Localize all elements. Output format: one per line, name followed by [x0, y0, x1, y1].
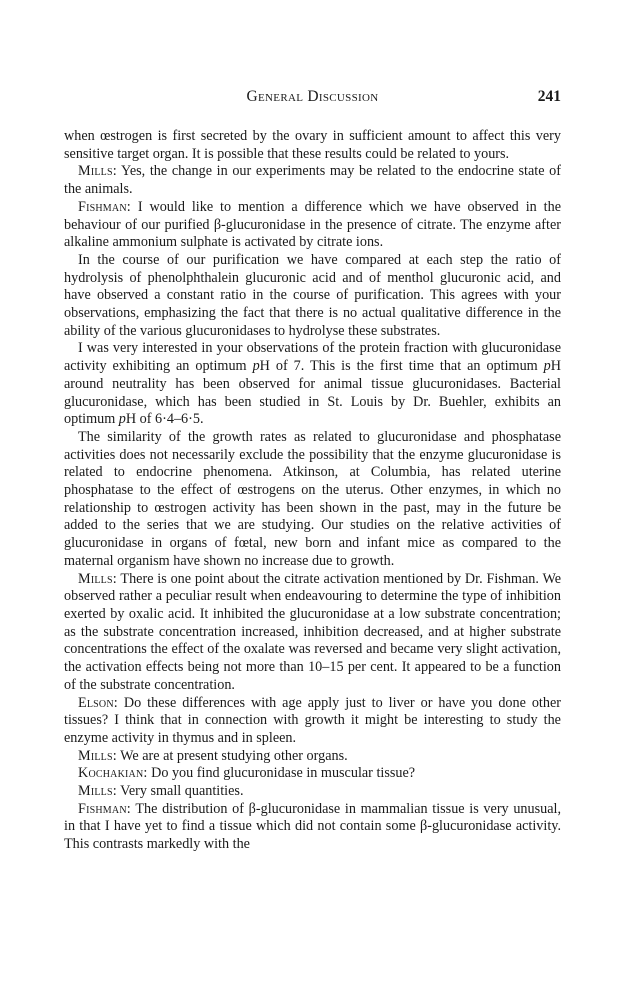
running-head [64, 88, 561, 112]
ph-italic: p [252, 358, 260, 375]
paragraph-text: H of 7. This is the first time that an optimum [259, 358, 544, 375]
paragraph [64, 571, 561, 695]
paragraph [64, 801, 561, 854]
running-title: General Discussion [246, 88, 379, 105]
speaker-name: Mills: [78, 163, 117, 180]
paragraph-text: Do you find glucuronidase in muscular tissue? [147, 765, 416, 782]
paragraph-text: Do these differences with age apply just to liver or have you done other tissues? I think that in connection with growth it might be interesting to study the enzyme activity in thymus and in spleen. [64, 694, 561, 746]
ph-italic: p [118, 411, 126, 428]
paragraph-text: The distribution of β-glucuronidase in mammalian tissue is very unusual, in that I have yet to find a tissue which did not contain some β-glucuronidase activity. This contrasts markedly with the [64, 800, 561, 853]
paragraph [64, 128, 561, 163]
paragraph [64, 199, 561, 252]
speaker-name: Kochakian: [78, 765, 148, 782]
paragraph-text: In the course of our purification we have compared at each step the ratio of hydrolysis of phenolphthalein glucuronic acid and of menthol glucuronic acid, and have observed a constant ratio in the course of purification. This agrees with your observations, emphasizing the fact that there is no actual qualitative difference in the ability of the various glucuronidases to hydrolyse these substrates. [64, 251, 561, 339]
speaker-name: Fishman: [78, 198, 131, 215]
paragraph-text: Yes, the change in our experiments may be related to the endocrine state of the animals. [64, 163, 561, 198]
paragraph-text: I would like to mention a difference which we have observed in the behaviour of our purified β-glucuronidase in the presence of citrate. The enzyme after alkaline ammonium sulphate is activated by citrate ions. [64, 198, 561, 251]
book-page [64, 88, 561, 854]
speaker-name: Fishman: [78, 800, 131, 817]
paragraph [64, 695, 561, 748]
paragraph [64, 163, 561, 198]
speaker-name: Mills: [78, 570, 117, 587]
ph-italic: p [543, 358, 551, 375]
paragraph [64, 765, 561, 783]
paragraph [64, 252, 561, 341]
paragraph-text: The similarity of the growth rates as related to glucuronidase and phosphatase activities does not necessarily exclude the possibility that the enzyme glucuronidase is related to endocrine phenomena. Atkinson, at Columbia, has related uterine phosphatase to the effect of œstrogens on the uterus. Other enzymes, in which no relationship to œstrogen activity has been shown in the past, may in the future be added to the series that we are studying. Our studies on the relative activities of glucuronidase in organs of fœtal, new born and infant mice as compared to the maternal organism have shown no increase due to growth. [64, 428, 561, 569]
paragraph-text: when œstrogen is first secreted by the ovary in sufficient amount to affect this very sensitive target organ. It is possible that these results could be related to yours. [64, 128, 561, 162]
paragraph-text: Very small quantities. [116, 783, 244, 800]
paragraph-text: We are at present studying other organs. [116, 747, 348, 764]
speaker-name: Elson: [78, 694, 118, 711]
paragraph-text: H of 6·4–6·5. [125, 411, 204, 428]
paragraph-text: There is one point about the citrate activation mentioned by Dr. Fishman. We observed rather a peculiar result when endeavouring to determine the type of inhibition exerted by oxalic acid. It inhibited the glucuronidase at a low substrate concentration; as the substrate concentration increased, inhibition decreased, and at higher substrate concentrations the effect of the oxalate was reversed and became very slight activation, the activation effects being not more than 10–15 per cent. It appeared to be a function of the substrate concentration. [64, 570, 561, 693]
page-number: 241 [537, 88, 561, 105]
speaker-name: Mills: [78, 783, 117, 800]
paragraph [64, 783, 561, 801]
paragraph-text: H around neutrality has been observed for animal tissue glucuronidases. Bacterial glucuronidase, which has been studied in St. Louis by Dr. Buehler, exhibits an optimum [64, 358, 562, 428]
paragraph [64, 429, 561, 571]
speaker-name: Mills: [78, 747, 117, 764]
paragraph [64, 340, 561, 429]
paragraph [64, 748, 561, 766]
discussion-text [64, 128, 561, 854]
paragraph-text: I was very interested in your observations of the protein fraction with glucuronidase activity exhibiting an optimum [64, 340, 561, 375]
